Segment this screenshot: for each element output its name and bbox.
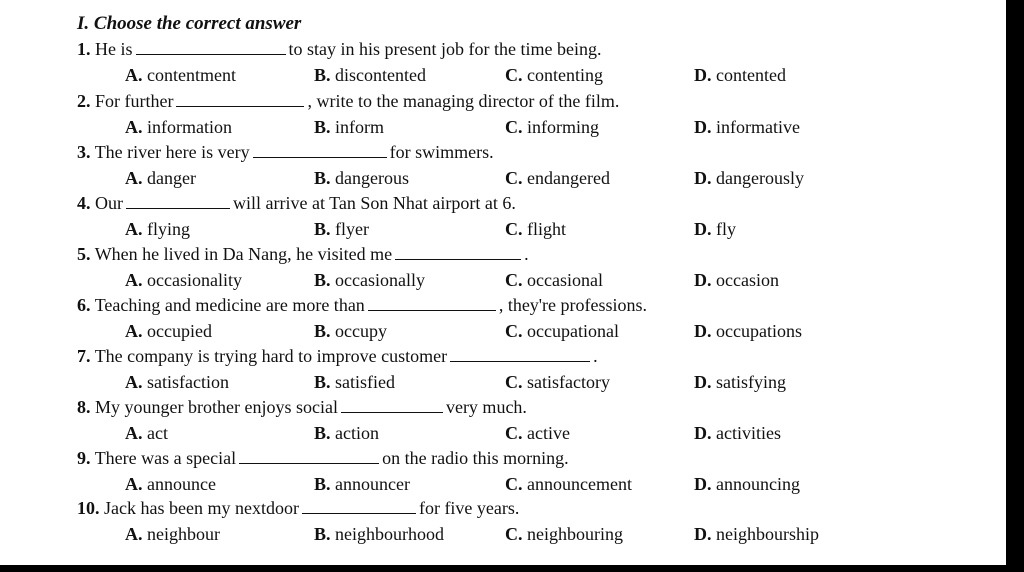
option-text: satisfaction xyxy=(147,372,229,392)
option-text: occasionally xyxy=(335,270,425,290)
option-letter: D. xyxy=(694,219,712,239)
option-text: fly xyxy=(716,219,736,239)
option-letter: A. xyxy=(125,372,143,392)
option-letter: B. xyxy=(314,65,331,85)
option-d[interactable] xyxy=(694,64,786,86)
question-text-after: . xyxy=(593,346,598,366)
option-letter: B. xyxy=(314,372,331,392)
question-text-before: My younger brother enjoys social xyxy=(95,397,338,417)
question-text-after: on the radio this morning. xyxy=(382,448,569,468)
question-stem xyxy=(77,294,647,316)
option-d[interactable] xyxy=(694,269,779,291)
option-d[interactable] xyxy=(694,473,800,495)
option-text: flying xyxy=(147,219,190,239)
option-text: satisfactory xyxy=(527,372,610,392)
option-letter: C. xyxy=(505,65,523,85)
option-text: discontented xyxy=(335,65,426,85)
option-b[interactable] xyxy=(314,422,379,444)
answer-blank[interactable] xyxy=(368,296,496,311)
section-title: I. Choose the correct answer xyxy=(77,13,302,34)
option-letter: D. xyxy=(694,524,712,544)
option-d[interactable] xyxy=(694,523,819,545)
option-text: contentment xyxy=(147,65,236,85)
option-letter: B. xyxy=(314,219,331,239)
option-a[interactable] xyxy=(125,422,168,444)
option-d[interactable] xyxy=(694,116,800,138)
question-number: 1. xyxy=(77,39,91,59)
option-letter: C. xyxy=(505,219,523,239)
option-letter: B. xyxy=(314,423,331,443)
option-letter: D. xyxy=(694,117,712,137)
option-text: occasion xyxy=(716,270,779,290)
question-stem xyxy=(77,345,598,367)
question-text-after: for five years. xyxy=(418,498,520,518)
option-text: endangered xyxy=(527,168,610,188)
option-text: inform xyxy=(335,117,385,137)
answer-blank[interactable] xyxy=(450,347,590,362)
question-number: 10. xyxy=(77,498,100,518)
option-text: flyer xyxy=(335,219,369,239)
option-text: information xyxy=(147,117,232,137)
option-d[interactable] xyxy=(694,422,781,444)
option-d[interactable] xyxy=(694,167,804,189)
option-letter: D. xyxy=(694,372,712,392)
question-text-before: Jack has been my nextdoor xyxy=(104,498,299,518)
option-letter: A. xyxy=(125,65,143,85)
question-number: 8. xyxy=(77,397,91,417)
option-b[interactable] xyxy=(314,218,369,240)
option-a[interactable] xyxy=(125,269,242,291)
answer-blank[interactable] xyxy=(136,40,286,55)
option-text: informing xyxy=(527,117,599,137)
option-text: action xyxy=(335,423,379,443)
question-number: 9. xyxy=(77,448,91,468)
question-text-after: , write to the managing director of the film. xyxy=(307,91,620,111)
option-c[interactable] xyxy=(505,167,610,189)
option-text: announcement xyxy=(527,474,632,494)
option-b[interactable] xyxy=(314,64,426,86)
option-c[interactable] xyxy=(505,64,603,86)
option-letter: C. xyxy=(505,372,523,392)
option-text: occasionality xyxy=(147,270,242,290)
option-text: announce xyxy=(147,474,216,494)
option-d[interactable] xyxy=(694,320,802,342)
option-text: contented xyxy=(716,65,786,85)
answer-blank[interactable] xyxy=(302,499,416,514)
option-text: flight xyxy=(527,219,566,239)
question-text-before: The company is trying hard to improve customer xyxy=(94,346,448,366)
question-number: 2. xyxy=(77,91,91,111)
option-d[interactable] xyxy=(694,371,786,393)
option-text: neighbour xyxy=(147,524,220,544)
option-letter: B. xyxy=(314,524,331,544)
option-letter: B. xyxy=(314,474,331,494)
question-number: 4. xyxy=(77,193,91,213)
question-stem xyxy=(77,243,529,265)
option-text: dangerously xyxy=(716,168,804,188)
option-b[interactable] xyxy=(314,320,387,342)
option-letter: A. xyxy=(125,474,143,494)
question-number: 6. xyxy=(77,295,91,315)
option-text: informative xyxy=(716,117,800,137)
option-letter: A. xyxy=(125,423,143,443)
question-number: 7. xyxy=(77,346,91,366)
option-text: occupational xyxy=(527,321,619,341)
question-text-after: , they're professions. xyxy=(498,295,648,315)
option-letter: A. xyxy=(125,117,143,137)
option-c[interactable] xyxy=(505,523,623,545)
question-text-before: There was a special xyxy=(94,448,237,468)
question-text-before: For further xyxy=(95,91,174,111)
option-letter: B. xyxy=(314,117,331,137)
question-number: 5. xyxy=(77,244,91,264)
question-text-after: to stay in his present job for the time being. xyxy=(288,39,602,59)
option-text: announcing xyxy=(716,474,800,494)
option-b[interactable] xyxy=(314,167,409,189)
answer-blank[interactable] xyxy=(239,449,379,464)
option-letter: C. xyxy=(505,168,523,188)
option-b[interactable] xyxy=(314,371,395,393)
question-stem xyxy=(77,396,527,418)
option-a[interactable] xyxy=(125,371,229,393)
option-letter: C. xyxy=(505,423,523,443)
question-text-before: The river here is very xyxy=(94,142,250,162)
option-letter: A. xyxy=(125,524,143,544)
question-text-after: will arrive at Tan Son Nhat airport at 6. xyxy=(233,193,516,213)
option-letter: D. xyxy=(694,423,712,443)
question-text-before: Our xyxy=(95,193,123,213)
option-letter: D. xyxy=(694,168,712,188)
option-a[interactable] xyxy=(125,473,216,495)
option-text: act xyxy=(147,423,168,443)
option-letter: C. xyxy=(505,321,523,341)
option-letter: D. xyxy=(694,270,712,290)
option-letter: D. xyxy=(694,321,712,341)
option-c[interactable] xyxy=(505,371,610,393)
option-letter: C. xyxy=(505,270,523,290)
option-a[interactable] xyxy=(125,523,220,545)
option-letter: D. xyxy=(694,474,712,494)
option-a[interactable] xyxy=(125,218,190,240)
question-stem xyxy=(77,90,619,112)
option-text: occupy xyxy=(335,321,387,341)
question-text-before: Teaching and medicine are more than xyxy=(94,295,365,315)
question-text-after: . xyxy=(524,244,529,264)
option-letter: A. xyxy=(125,219,143,239)
option-letter: A. xyxy=(125,270,143,290)
option-letter: C. xyxy=(505,474,523,494)
option-b[interactable] xyxy=(314,523,444,545)
option-text: occupations xyxy=(716,321,802,341)
option-letter: B. xyxy=(314,270,331,290)
option-c[interactable] xyxy=(505,422,570,444)
answer-blank[interactable] xyxy=(341,398,443,413)
option-c[interactable] xyxy=(505,320,619,342)
option-text: activities xyxy=(716,423,781,443)
option-c[interactable] xyxy=(505,269,603,291)
question-text-before: When he lived in Da Nang, he visited me xyxy=(94,244,393,264)
question-stem xyxy=(77,38,601,60)
option-text: contenting xyxy=(527,65,603,85)
option-text: occupied xyxy=(147,321,212,341)
option-text: danger xyxy=(147,168,196,188)
option-text: neighbouring xyxy=(527,524,623,544)
option-letter: A. xyxy=(125,168,143,188)
option-text: announcer xyxy=(335,474,410,494)
question-stem xyxy=(77,192,516,214)
question-stem xyxy=(77,141,494,163)
option-letter: B. xyxy=(314,168,331,188)
option-letter: C. xyxy=(505,524,523,544)
option-letter: A. xyxy=(125,321,143,341)
option-text: satisfying xyxy=(716,372,786,392)
option-b[interactable] xyxy=(314,473,410,495)
answer-blank[interactable] xyxy=(126,194,230,209)
option-a[interactable] xyxy=(125,167,196,189)
option-c[interactable] xyxy=(505,473,632,495)
option-letter: C. xyxy=(505,117,523,137)
option-a[interactable] xyxy=(125,116,232,138)
option-text: neighbourhood xyxy=(335,524,444,544)
option-text: neighbourship xyxy=(716,524,819,544)
question-text-after: for swimmers. xyxy=(389,142,494,162)
option-b[interactable] xyxy=(314,116,384,138)
question-text-before: He is xyxy=(95,39,133,59)
answer-blank[interactable] xyxy=(395,245,521,260)
option-a[interactable] xyxy=(125,64,236,86)
option-a[interactable] xyxy=(125,320,212,342)
option-letter: D. xyxy=(694,65,712,85)
option-d[interactable] xyxy=(694,218,736,240)
option-text: active xyxy=(527,423,570,443)
option-letter: B. xyxy=(314,321,331,341)
question-stem xyxy=(77,447,569,469)
option-c[interactable] xyxy=(505,116,599,138)
option-c[interactable] xyxy=(505,218,566,240)
option-text: satisfied xyxy=(335,372,396,392)
question-number: 3. xyxy=(77,142,91,162)
question-stem xyxy=(77,497,519,519)
answer-blank[interactable] xyxy=(176,92,304,107)
option-text: occasional xyxy=(527,270,603,290)
option-b[interactable] xyxy=(314,269,425,291)
option-text: dangerous xyxy=(335,168,409,188)
question-text-after: very much. xyxy=(445,397,527,417)
answer-blank[interactable] xyxy=(253,143,387,158)
